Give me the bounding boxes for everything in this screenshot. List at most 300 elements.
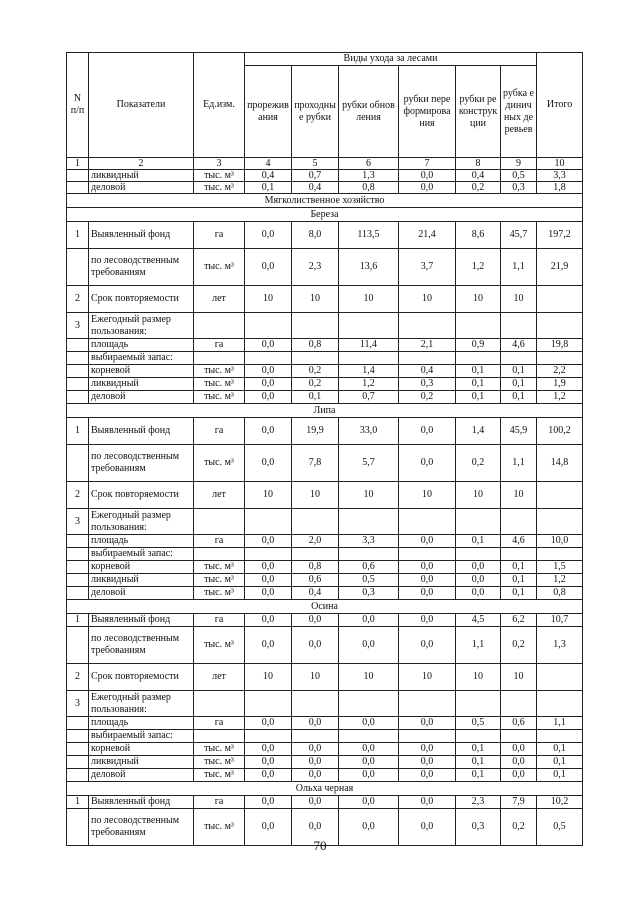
cell-value: 1,5 [537,561,583,574]
cell-value: 0,0 [292,796,339,809]
cell-value: 0,0 [245,756,292,769]
empty-cell [245,548,292,561]
cell-value: 4,5 [456,614,501,627]
cell-value: 0,1 [501,378,537,391]
row-label: Срок повторяемости [89,482,194,509]
cell-value: 1,2 [537,391,583,404]
cell-value: 10 [292,664,339,691]
cell-value [537,482,583,509]
row-label: по лесоводственным требованиям [89,249,194,286]
row-unit: га [194,418,245,445]
cell-value: 0,0 [245,574,292,587]
cell-value: 0,0 [339,627,399,664]
cell-value: 0,0 [245,627,292,664]
row-unit: га [194,535,245,548]
cell-value: 10 [399,286,456,313]
col-number: 4 [245,158,292,170]
empty-cell [456,313,501,339]
cell-value: 0,4 [245,170,292,182]
empty-cell [339,691,399,717]
farm-row [67,194,583,208]
species-title: Береза [67,208,583,222]
row-unit: тыс. м³ [194,587,245,600]
cell-value: 1,1 [456,627,501,664]
row-unit: га [194,222,245,249]
row-label: Срок повторяемости [89,664,194,691]
cell-value: 0,8 [537,587,583,600]
cell-value: 19,9 [292,418,339,445]
cell-value: 0,0 [399,535,456,548]
cell-value: 0,0 [245,445,292,482]
row-unit: тыс. м³ [194,627,245,664]
row-number [67,743,89,756]
cell-value: 11,4 [339,339,399,352]
cell-value: 45,9 [501,418,537,445]
cell-value: 0,4 [399,365,456,378]
cell-value: 0,7 [292,170,339,182]
row-label: ликвидный [89,170,194,182]
cell-value: 0,4 [456,170,501,182]
header-col-3: рубки обновления [339,66,399,158]
cell-value: 4,6 [501,339,537,352]
header-group: Виды ухода за лесами [245,53,537,66]
cell-value: 0,0 [245,365,292,378]
table-row [67,418,583,445]
table-row [67,796,583,809]
section-title-row [67,208,583,222]
cell-value: 1,9 [537,378,583,391]
cell-value: 0,0 [399,796,456,809]
table-row [67,587,583,600]
cell-value: 0,0 [399,769,456,782]
row-number [67,574,89,587]
empty-cell [339,509,399,535]
table-row [67,743,583,756]
row-number [67,717,89,730]
row-number: 2 [67,664,89,691]
col-number: 3 [194,158,245,170]
cell-value: 0,0 [399,627,456,664]
cell-value: 10 [456,286,501,313]
cell-value: 2,2 [537,365,583,378]
row-number [67,730,89,743]
cell-value: 0,0 [399,743,456,756]
table-row [67,378,583,391]
cell-value: 2,1 [399,339,456,352]
cell-value: 7,9 [501,796,537,809]
row-label: Выявленный фонд [89,222,194,249]
cell-value: 0,0 [245,561,292,574]
table-row [67,352,583,365]
table-row [67,535,583,548]
cell-value: 0,0 [501,743,537,756]
section-title-row [67,404,583,418]
cell-value: 0,0 [399,182,456,194]
cell-value: 113,5 [339,222,399,249]
cell-value [537,286,583,313]
cell-value: 0,5 [537,809,583,846]
row-unit: тыс. м³ [194,809,245,846]
cell-value: 0,0 [339,756,399,769]
col-number: 10 [537,158,583,170]
row-unit: лет [194,286,245,313]
table-row [67,445,583,482]
cell-value: 0,2 [292,365,339,378]
empty-cell [399,313,456,339]
cell-value: 0,0 [292,627,339,664]
row-number [67,627,89,664]
row-number [67,378,89,391]
cell-value: 0,0 [399,418,456,445]
empty-cell [194,548,245,561]
table-row [67,222,583,249]
cell-value: 0,1 [501,561,537,574]
row-label: площадь [89,717,194,730]
row-unit: тыс. м³ [194,391,245,404]
header-col-4: рубки переформирования [399,66,456,158]
empty-cell [339,730,399,743]
empty-cell [339,313,399,339]
cell-value: 0,0 [245,614,292,627]
header-col-5: рубки реконструкции [456,66,501,158]
row-unit: тыс. м³ [194,365,245,378]
row-unit: тыс. м³ [194,769,245,782]
empty-cell [501,691,537,717]
table-row [67,627,583,664]
col-number: 5 [292,158,339,170]
row-number [67,561,89,574]
row-unit: тыс. м³ [194,182,245,194]
cell-value: 3,3 [537,170,583,182]
table-row [67,730,583,743]
table-row [67,391,583,404]
row-label: Выявленный фонд [89,418,194,445]
cell-value: 8,6 [456,222,501,249]
cell-value: 0,0 [399,809,456,846]
table-row [67,691,583,717]
row-number: 1 [67,614,89,627]
empty-cell [501,509,537,535]
cell-value: 1,1 [501,445,537,482]
row-label: площадь [89,339,194,352]
cell-value: 0,1 [456,769,501,782]
cell-value: 10 [456,482,501,509]
cell-value: 0,0 [245,535,292,548]
cell-value: 33,0 [339,418,399,445]
table-row [67,313,583,339]
row-label: выбираемый запас: [89,352,194,365]
cell-value: 10 [339,482,399,509]
cell-value: 21,9 [537,249,583,286]
cell-value: 0,6 [292,574,339,587]
row-number: 1 [67,796,89,809]
cell-value: 10,7 [537,614,583,627]
cell-value: 0,3 [456,809,501,846]
table-row [67,717,583,730]
col-number: 1 [67,158,89,170]
cell-value: 0,1 [501,587,537,600]
cell-value: 100,2 [537,418,583,445]
empty-cell [339,548,399,561]
row-label: выбираемый запас: [89,548,194,561]
row-number [67,535,89,548]
farm-title: Мягколиственное хозяйство [67,194,583,208]
section-title-row [67,782,583,796]
cell-value: 1,2 [339,378,399,391]
cell-value: 0,0 [501,756,537,769]
row-label: Выявленный фонд [89,614,194,627]
cell-value: 0,6 [501,717,537,730]
cell-value: 0,0 [245,809,292,846]
row-unit: га [194,796,245,809]
cell-value: 0,0 [399,561,456,574]
row-unit: тыс. м³ [194,249,245,286]
row-number [67,769,89,782]
row-number [67,756,89,769]
cell-value: 1,1 [537,717,583,730]
row-number [67,339,89,352]
row-label: корневой [89,365,194,378]
row-unit: га [194,614,245,627]
empty-cell [292,509,339,535]
cell-value: 0,1 [537,756,583,769]
table-row [67,769,583,782]
cell-value: 0,2 [456,182,501,194]
cell-value: 0,6 [339,561,399,574]
header-num: N п/п [67,53,89,158]
empty-cell [501,352,537,365]
cell-value: 0,8 [292,561,339,574]
row-number: 1 [67,418,89,445]
empty-cell [537,352,583,365]
cell-value: 0,0 [245,378,292,391]
cell-value: 3,3 [339,535,399,548]
section-title-row [67,600,583,614]
row-number [67,352,89,365]
cell-value: 0,0 [292,756,339,769]
empty-cell [537,691,583,717]
cell-value: 6,2 [501,614,537,627]
empty-cell [245,509,292,535]
cell-value: 0,0 [292,769,339,782]
cell-value: 0,0 [339,809,399,846]
empty-cell [194,730,245,743]
table-row [67,574,583,587]
row-label: Срок повторяемости [89,286,194,313]
cell-value: 0,1 [456,378,501,391]
cell-value: 0,0 [292,743,339,756]
cell-value: 0,0 [339,614,399,627]
cell-value: 1,2 [537,574,583,587]
row-label: корневой [89,561,194,574]
cell-value: 10 [456,664,501,691]
empty-cell [292,313,339,339]
table-row [67,339,583,352]
empty-cell [399,548,456,561]
col-number: 2 [89,158,194,170]
cell-value: 0,0 [245,587,292,600]
cell-value: 0,0 [245,249,292,286]
empty-cell [245,313,292,339]
cell-value: 2,3 [292,249,339,286]
cell-value: 10 [292,286,339,313]
empty-cell [245,730,292,743]
row-number: 3 [67,691,89,717]
header-col-6: рубка единичных деревьев [501,66,537,158]
empty-cell [456,691,501,717]
cell-value: 0,2 [292,378,339,391]
species-title: Ольха черная [67,782,583,796]
cell-value: 0,1 [456,391,501,404]
cell-value: 21,4 [399,222,456,249]
cell-value: 0,2 [501,809,537,846]
row-label: деловой [89,587,194,600]
cell-value: 10 [292,482,339,509]
table-row [67,509,583,535]
cell-value: 0,0 [399,445,456,482]
cell-value: 2,3 [456,796,501,809]
cell-value: 10 [245,664,292,691]
cell-value: 0,0 [399,170,456,182]
row-label: корневой [89,743,194,756]
row-number: 3 [67,313,89,339]
cell-value: 0,4 [292,182,339,194]
cell-value: 0,0 [245,769,292,782]
row-label: деловой [89,769,194,782]
cell-value: 10 [501,482,537,509]
row-number: 3 [67,509,89,535]
cell-value: 0,0 [245,418,292,445]
document-page [66,52,582,846]
table-row [67,286,583,313]
cell-value: 0,0 [292,614,339,627]
cell-value: 0,2 [456,445,501,482]
row-unit: тыс. м³ [194,170,245,182]
row-label: по лесоводственным требованиям [89,809,194,846]
col-number: 6 [339,158,399,170]
cell-value [537,664,583,691]
cell-value: 0,0 [456,574,501,587]
cell-value: 0,0 [456,561,501,574]
cell-value: 0,1 [537,769,583,782]
empty-cell [194,509,245,535]
col-number: 9 [501,158,537,170]
empty-cell [399,691,456,717]
row-unit: тыс. м³ [194,445,245,482]
empty-cell [245,691,292,717]
table-row [67,614,583,627]
cell-value: 0,1 [537,743,583,756]
cell-value: 0,0 [399,756,456,769]
cell-value: 0,5 [501,170,537,182]
header-total: Итого [537,53,583,158]
empty-cell [537,313,583,339]
empty-cell [537,548,583,561]
row-label: Ежегодный размер пользования: [89,313,194,339]
header-indicator: Показатели [89,53,194,158]
cell-value: 0,5 [339,574,399,587]
cell-value: 1,3 [537,627,583,664]
row-number: 1 [67,222,89,249]
row-label: Ежегодный размер пользования: [89,691,194,717]
cell-value: 0,0 [399,614,456,627]
cell-value: 2,0 [292,535,339,548]
row-number [67,365,89,378]
cell-value: 45,7 [501,222,537,249]
cell-value: 0,1 [501,365,537,378]
cell-value: 0,5 [456,717,501,730]
row-number [67,445,89,482]
cell-value: 13,6 [339,249,399,286]
empty-cell [292,691,339,717]
cell-value: 0,2 [501,627,537,664]
species-title: Липа [67,404,583,418]
cell-value: 0,0 [245,339,292,352]
cell-value: 0,0 [339,743,399,756]
cell-value: 0,4 [292,587,339,600]
empty-cell [339,352,399,365]
row-label: ликвидный [89,574,194,587]
cell-value: 10 [399,482,456,509]
row-number [67,548,89,561]
row-unit: га [194,339,245,352]
cell-value: 0,2 [399,391,456,404]
cell-value: 14,8 [537,445,583,482]
cell-value: 4,6 [501,535,537,548]
row-unit: тыс. м³ [194,574,245,587]
empty-cell [292,352,339,365]
row-unit: тыс. м³ [194,378,245,391]
row-unit: га [194,717,245,730]
forest-care-table [66,52,583,846]
col-number: 8 [456,158,501,170]
empty-cell [194,352,245,365]
cell-value: 0,8 [339,182,399,194]
row-label: деловой [89,182,194,194]
cell-value: 0,0 [399,587,456,600]
cell-value: 1,4 [456,418,501,445]
cell-value: 0,0 [339,796,399,809]
cell-value: 0,0 [245,391,292,404]
header-col-1: прореживания [245,66,292,158]
row-label: ликвидный [89,756,194,769]
cell-value: 0,8 [292,339,339,352]
table-row [67,365,583,378]
row-number [67,587,89,600]
cell-value: 0,1 [292,391,339,404]
cell-value: 0,0 [245,222,292,249]
cell-value: 19,8 [537,339,583,352]
row-number [67,391,89,404]
cell-value: 10 [245,482,292,509]
cell-value: 1,3 [339,170,399,182]
cell-value: 0,1 [501,391,537,404]
cell-value: 5,7 [339,445,399,482]
cell-value: 0,0 [245,796,292,809]
cell-value: 0,0 [245,717,292,730]
row-label: деловой [89,391,194,404]
cell-value: 0,1 [456,365,501,378]
cell-value: 0,1 [456,756,501,769]
header-col-2: проходные рубки [292,66,339,158]
species-title: Осина [67,600,583,614]
row-unit: лет [194,482,245,509]
cell-value: 8,0 [292,222,339,249]
cell-value: 10,0 [537,535,583,548]
cell-value: 0,7 [339,391,399,404]
empty-cell [292,548,339,561]
header-unit: Ед.изм. [194,53,245,158]
